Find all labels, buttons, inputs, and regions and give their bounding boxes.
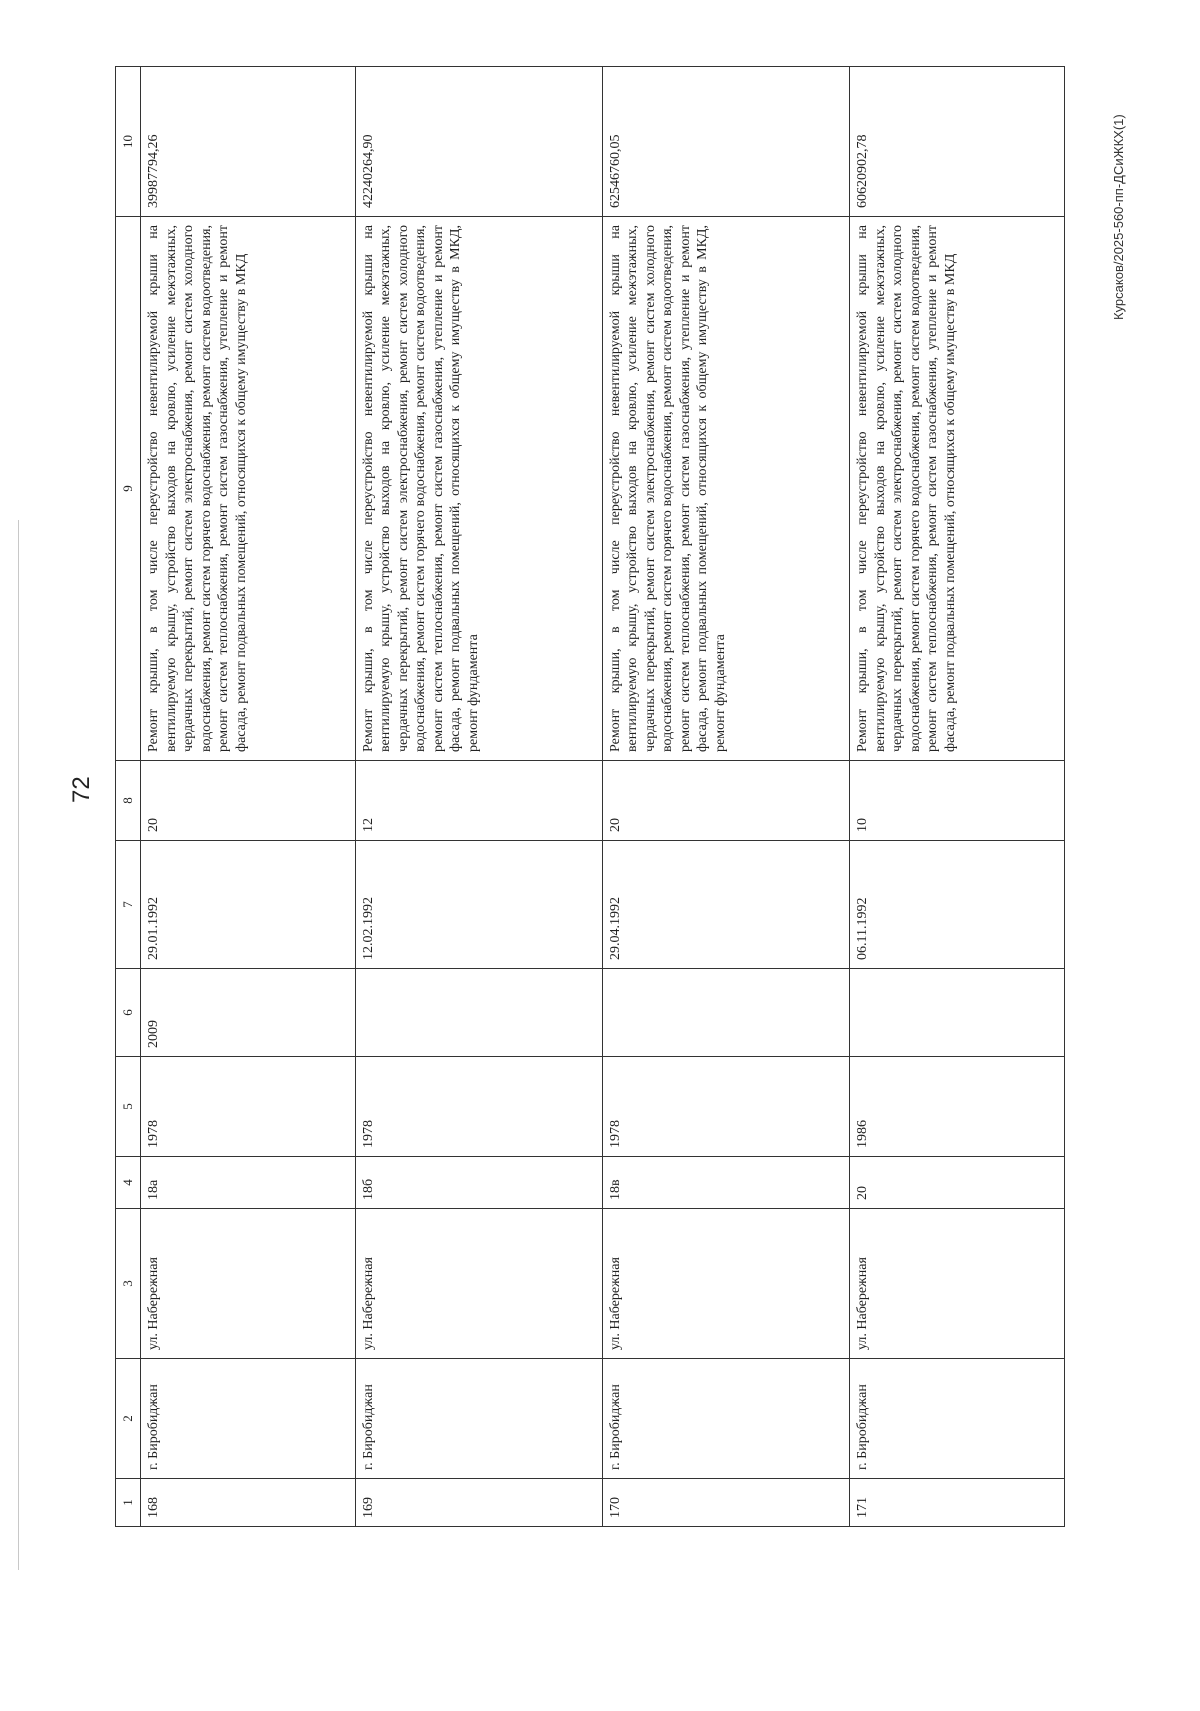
cell-house: 18б — [355, 1157, 602, 1209]
cell-number: 171 — [850, 1479, 1065, 1527]
table-header-row — [116, 67, 141, 1527]
cell-street: ул. Набережная — [141, 1209, 356, 1359]
works-table — [115, 66, 1065, 1527]
cell-street: ул. Набережная — [355, 1209, 602, 1359]
scan-edge-line — [18, 520, 19, 1570]
cell-house: 18а — [141, 1157, 356, 1209]
cell-col8: 20 — [602, 761, 849, 841]
table-row — [141, 67, 356, 1527]
cell-col8: 12 — [355, 761, 602, 841]
column-header: 5 — [116, 1057, 141, 1157]
column-header: 9 — [116, 217, 141, 761]
cell-date: 29.04.1992 — [602, 841, 849, 969]
cell-works: Ремонт крыши, в том числе переустройство невентилируемой крыши на вентилируемую крышу, устройство выходов на кровлю, усиление межэтажных, чердачных перекрытий, ремонт систем электроснабжения, ремонт систем холодного водоснабжения, ремонт систем горячего водоснабжения, ремонт систем водоотведения, ремонт систем теплоснабжения, ремонт систем газоснабжения, утепление и ремонт фасада, ремонт подвальных помещений, относящихся к общему имуществу в МКД — [850, 217, 1065, 761]
column-header: 7 — [116, 841, 141, 969]
column-header: 4 — [116, 1157, 141, 1209]
cell-col6 — [355, 969, 602, 1057]
table-row — [602, 67, 849, 1527]
cell-street: ул. Набережная — [602, 1209, 849, 1359]
cell-date: 12.02.1992 — [355, 841, 602, 969]
cell-house: 18в — [602, 1157, 849, 1209]
cell-street: ул. Набережная — [850, 1209, 1065, 1359]
cell-house: 20 — [850, 1157, 1065, 1209]
column-header: 8 — [116, 761, 141, 841]
cell-city: г. Биробиджан — [602, 1359, 849, 1479]
cell-year-built: 1978 — [602, 1057, 849, 1157]
cell-number: 169 — [355, 1479, 602, 1527]
column-header: 1 — [116, 1479, 141, 1527]
column-header: 6 — [116, 969, 141, 1057]
cell-year-built: 1978 — [141, 1057, 356, 1157]
cell-cost: 62546760,05 — [602, 67, 849, 217]
column-header: 2 — [116, 1359, 141, 1479]
cell-number: 168 — [141, 1479, 356, 1527]
cell-cost: 60620902,78 — [850, 67, 1065, 217]
cell-number: 170 — [602, 1479, 849, 1527]
cell-col6 — [602, 969, 849, 1057]
cell-cost: 39987794,26 — [141, 67, 356, 217]
cell-col6 — [850, 969, 1065, 1057]
page-number: 72 — [68, 776, 95, 803]
table-row — [850, 67, 1065, 1527]
cell-col8: 20 — [141, 761, 356, 841]
cell-year-built: 1978 — [355, 1057, 602, 1157]
cell-city: г. Биробиджан — [355, 1359, 602, 1479]
cell-date: 06.11.1992 — [850, 841, 1065, 969]
cell-city: г. Биробиджан — [850, 1359, 1065, 1479]
column-header: 3 — [116, 1209, 141, 1359]
cell-city: г. Биробиджан — [141, 1359, 356, 1479]
cell-works: Ремонт крыши, в том числе переустройство невентилируемой крыши на вентилируемую крышу, устройство выходов на кровлю, усиление межэтажных, чердачных перекрытий, ремонт систем электроснабжения, ремонт систем холодного водоснабжения, ремонт систем горячего водоснабжения, ремонт систем водоотведения, ремонт систем теплоснабжения, ремонт систем газоснабжения, утепление и ремонт фасада, ремонт подвальных помещений, относящихся к общему имуществу в МКД — [141, 217, 356, 761]
cell-col6: 2009 — [141, 969, 356, 1057]
table-row — [355, 67, 602, 1527]
cell-year-built: 1986 — [850, 1057, 1065, 1157]
cell-col8: 10 — [850, 761, 1065, 841]
cell-cost: 42240264,90 — [355, 67, 602, 217]
table-body — [116, 67, 1065, 1527]
cell-works: Ремонт крыши, в том числе переустройство невентилируемой крыши на вентилируемую крышу, устройство выходов на кровлю, усиление межэтажных, чердачных перекрытий, ремонт систем электроснабжения, ремонт систем холодного водоснабжения, ремонт систем горячего водоснабжения, ремонт систем водоотведения, ремонт систем теплоснабжения, ремонт систем газоснабжения, утепление и ремонт фасада, ремонт подвальных помещений, относящихся к общему имуществу в МКД, ремонт фундамента — [602, 217, 849, 761]
document-reference: Курсаков/2025-560-пп-ДСиЖКХ(1) — [1111, 114, 1126, 320]
rotated-table-wrapper — [115, 67, 1065, 1527]
cell-date: 29.01.1992 — [141, 841, 356, 969]
column-header: 10 — [116, 67, 141, 217]
cell-works: Ремонт крыши, в том числе переустройство невентилируемой крыши на вентилируемую крышу, устройство выходов на кровлю, усиление межэтажных, чердачных перекрытий, ремонт систем электроснабжения, ремонт систем холодного водоснабжения, ремонт систем горячего водоснабжения, ремонт систем водоотведения, ремонт систем теплоснабжения, ремонт систем газоснабжения, утепление и ремонт фасада, ремонт подвальных помещений, относящихся к общему имуществу в МКД, ремонт фундамента — [355, 217, 602, 761]
